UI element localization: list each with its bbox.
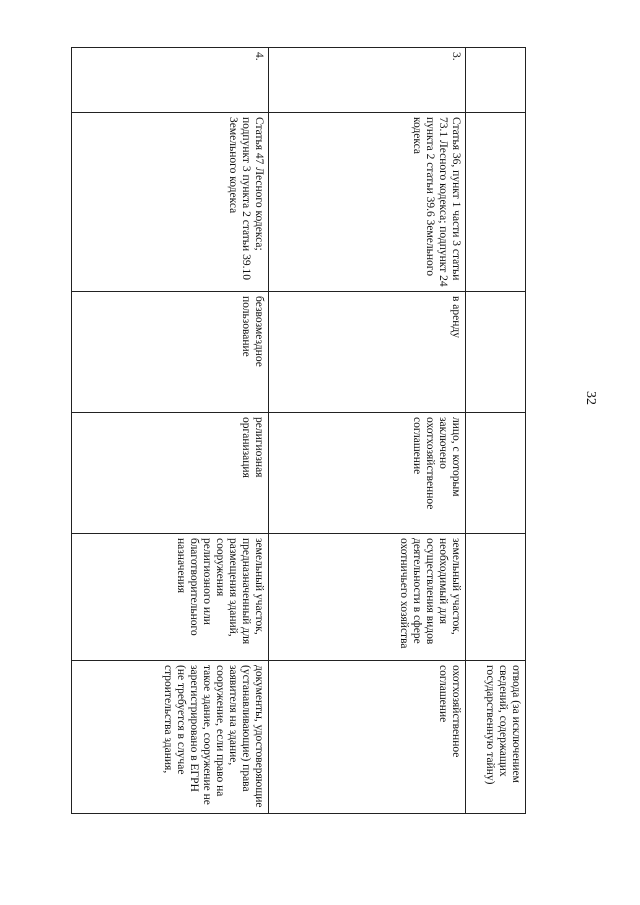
land-plot-table [71, 47, 526, 808]
cell-docs: отвода (за исключением сведений, содержащих государственную тайну) [465, 661, 525, 814]
cell-basis: Статья 47 Лесного кодекса; подпункт 3 пункта 2 статьи 39.10 Земельного кодекса [72, 113, 270, 292]
cell-basis: Статья 36, пункт 1 части 3 статьи 73.1 Лесного кодекса; подпункт 24 пункта 2 статьи 39.6 Земельного кодекса [269, 113, 465, 292]
table-row [269, 48, 465, 814]
cell-purpose: земельный участок, необходимый для осуществления видов деятельности в сфере охотничьего хозяйства [269, 534, 465, 661]
cell-subject: лицо, с которым заключено охотхозяйственное соглашение [269, 413, 465, 534]
cell-num: 3. [269, 48, 465, 113]
table-row-continuation [465, 48, 525, 814]
cell-purpose [465, 534, 525, 661]
cell-num [465, 48, 525, 113]
page-number: 32 [583, 391, 598, 405]
cell-subject: религиозная организация [72, 413, 270, 534]
cell-type [465, 292, 525, 413]
table-row [72, 48, 270, 814]
cell-type: безвозмездное пользование [72, 292, 270, 413]
cell-docs: охотхозяйственное соглашение [269, 661, 465, 814]
cell-type: в аренду [269, 292, 465, 413]
cell-num: 4. [72, 48, 270, 113]
cell-docs: документы, удостоверяющие (устанавливающие) права заявителя на здание, сооружение, если право на такое здание, сооружение не зарегистрировано в ЕГРН (не требуется в случае строительства здания, [72, 661, 270, 814]
cell-purpose: земельный участок, предназначенный для размещения зданий, сооружения религиозного или благотворительного назначения [72, 534, 270, 661]
cell-subject [465, 413, 525, 534]
table-grid [71, 47, 526, 814]
cell-basis [465, 113, 525, 292]
table-rotated-container [71, 47, 526, 808]
